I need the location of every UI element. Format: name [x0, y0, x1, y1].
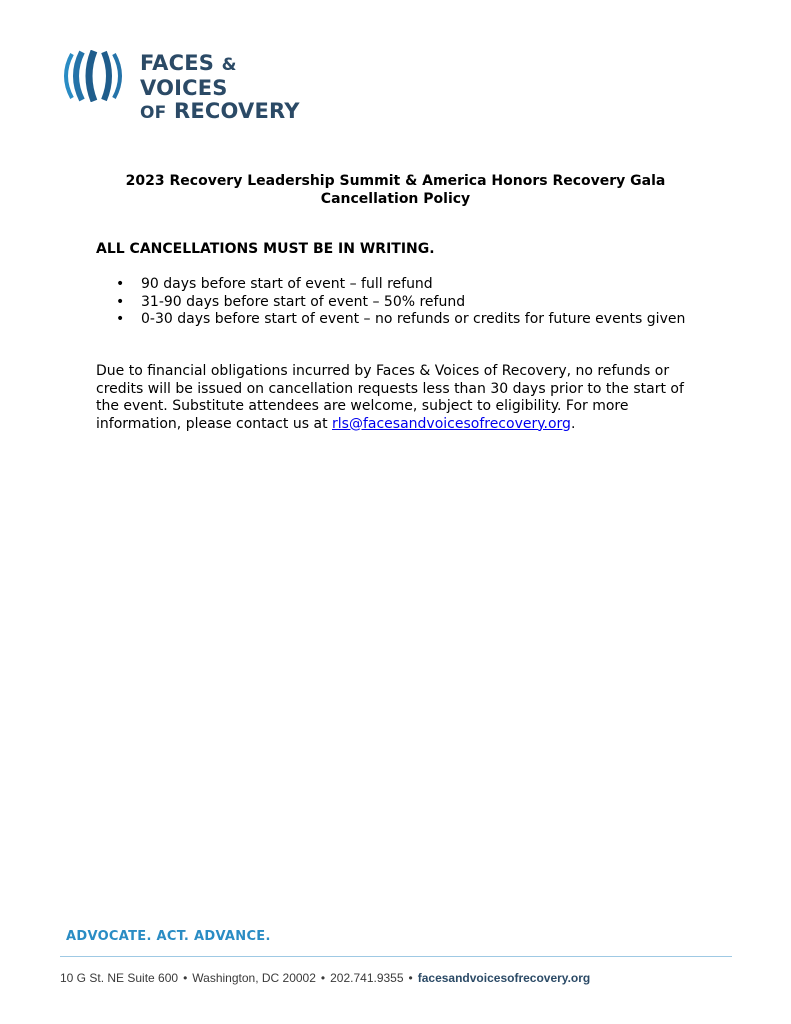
list-item: • 0-30 days before start of event – no refunds or credits for future events given: [116, 311, 686, 327]
logo-mark-icon: [58, 50, 132, 102]
footer-contact: 10 G St. NE Suite 600 • Washington, DC 20002 • 202.741.9355 • facesandvoicesofrecovery.org: [60, 971, 591, 985]
title-line-2: Cancellation Policy: [320, 191, 471, 207]
organization-logo: [58, 50, 328, 123]
policy-paragraph: Due to financial obligations incurred by Faces & Voices of Recovery, no refunds or credits will be issued on cancellation requests less than 30 days prior to the start of the event. Substitute attendees are welcome, subject to eligibility. For more information, please contact us at rls@facesandvoicesofrecovery.org.: [96, 363, 684, 432]
footer-divider: [60, 956, 732, 957]
document-title: [60, 172, 731, 208]
contact-email-link[interactable]: rls@facesandvoicesofrecovery.org: [332, 415, 571, 432]
list-item: • 31-90 days before start of event – 50% refund: [116, 293, 466, 310]
policy-heading: ALL CANCELLATIONS MUST BE IN WRITING.: [96, 241, 435, 257]
footer-address: 10 G St. NE Suite 600: [60, 971, 179, 985]
refund-schedule-list: [96, 276, 696, 329]
footer-website: facesandvoicesofrecovery.org: [417, 971, 591, 985]
logo-wordmark: FACES & VOICES OF RECOVERY: [140, 51, 300, 123]
footer-city: Washington, DC 20002: [192, 971, 316, 985]
title-line-1: 2023 Recovery Leadership Summit & America Honors Recovery Gala: [125, 173, 666, 189]
footer-tagline: ADVOCATE. ACT. ADVANCE.: [66, 929, 271, 944]
list-item: • 90 days before start of event – full refund: [116, 276, 433, 292]
footer-phone: 202.741.9355: [330, 971, 404, 985]
